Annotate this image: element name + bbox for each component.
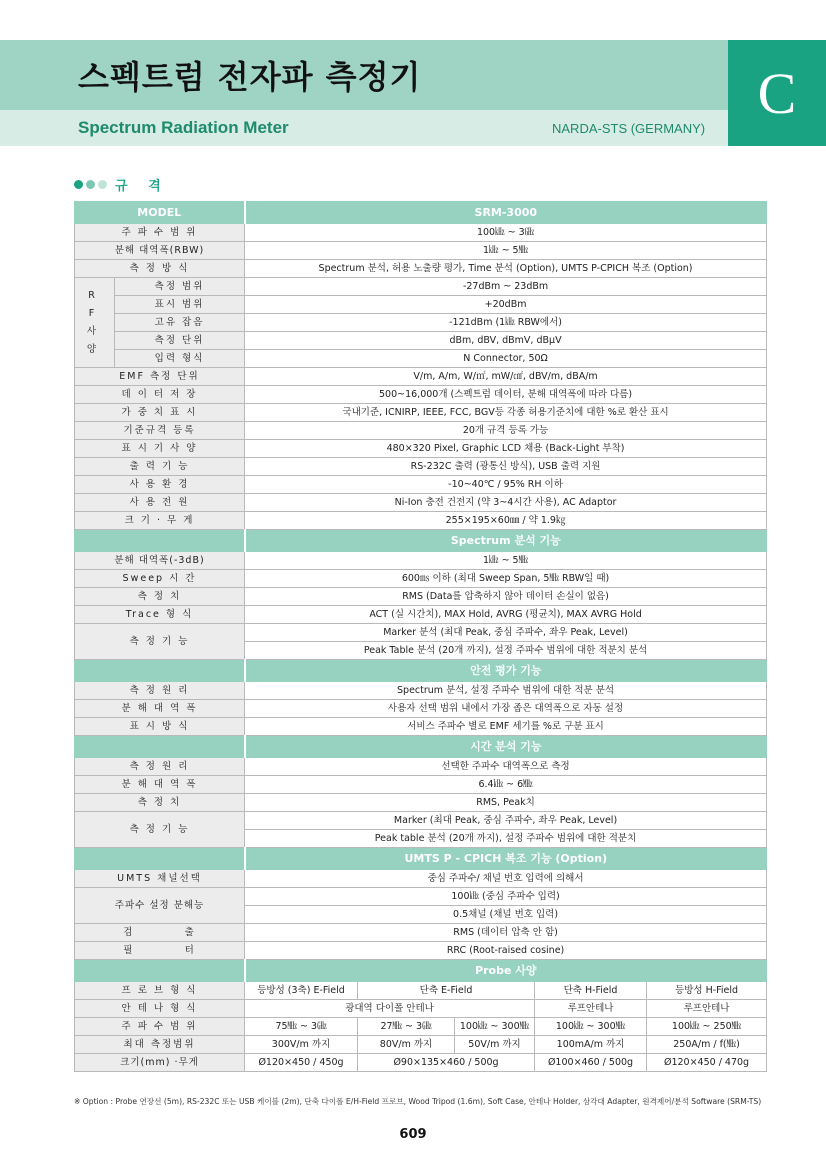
table-row xyxy=(75,776,767,794)
table-row xyxy=(75,888,767,906)
section-band xyxy=(75,736,767,758)
row-value: 중심 주파수/ 채널 번호 입력에 의해서 xyxy=(245,870,767,888)
table-row xyxy=(75,1054,767,1072)
category-letter-badge: C xyxy=(728,40,826,146)
table-row xyxy=(75,404,767,422)
band-title: Spectrum 분석 기능 xyxy=(245,530,767,552)
row-value: 500~16,000개 (스펙트럼 데이터, 분해 대역폭에 따라 다름) xyxy=(245,386,767,404)
model-label: MODEL xyxy=(75,202,245,224)
row-value: 600㎳ 이하 (최대 Sweep Span, 5㎒ RBW일 때) xyxy=(245,570,767,588)
row-value: 1㎑ ~ 5㎒ xyxy=(245,552,767,570)
row-label: 사 용 환 경 xyxy=(75,476,245,494)
section-title: 규 격 xyxy=(115,179,169,194)
table-row xyxy=(75,458,767,476)
page-title: 스펙트럼 전자파 측정기 xyxy=(78,58,422,96)
row-label: UMTS 채널선택 xyxy=(75,870,245,888)
row-label: 주파수 설정 분해능 xyxy=(75,888,245,924)
row-value: 6.4㎑ ~ 6㎒ xyxy=(245,776,767,794)
row-label: 출 력 기 능 xyxy=(75,458,245,476)
probe-cell: 루프안테나 xyxy=(535,1000,647,1018)
table-row xyxy=(75,260,767,278)
rf-group-label: R F 사 양 xyxy=(75,278,115,368)
row-value: Spectrum 분석, 설정 주파수 범위에 대한 적분 분석 xyxy=(245,682,767,700)
probe-cell: 100㎑ ~ 250㎒ xyxy=(647,1018,767,1036)
row-value: N Connector, 50Ω xyxy=(245,350,767,368)
table-row xyxy=(75,1000,767,1018)
row-label: 분 해 대 역 폭 xyxy=(75,776,245,794)
row-value: 100㎑ ~ 3㎓ xyxy=(245,224,767,242)
footnote: ※ Option : Probe 연장선 (5m), RS-232C 또는 USB 케이블 (2m), 단축 다이폴 E/H-Field 프로브, Wood Tripod (1.6m), Soft Case, 안테나 Holder, 삼각대 Adapter, 원격제어/분석 Software (SRM-TS) xyxy=(74,1097,762,1106)
table-row xyxy=(75,476,767,494)
probe-cell: 300V/m 까지 xyxy=(245,1036,358,1054)
table-row xyxy=(75,982,767,1000)
row-label: 입력 형식 xyxy=(115,350,245,368)
bullet-dot-icon xyxy=(74,180,83,189)
table-row xyxy=(75,700,767,718)
band-title: 안전 평가 기능 xyxy=(245,660,767,682)
table-row xyxy=(75,552,767,570)
probe-cell: 50V/m 까지 xyxy=(455,1036,535,1054)
bullet-dot-icon xyxy=(98,180,107,189)
row-value: -27dBm ~ 23dBm xyxy=(245,278,767,296)
bullet-dot-icon xyxy=(86,180,95,189)
table-row xyxy=(75,870,767,888)
page-number: 609 xyxy=(399,1127,427,1142)
row-label: 프 로 브 형 식 xyxy=(75,982,245,1000)
row-label: 분해 대역폭(-3dB) xyxy=(75,552,245,570)
row-value: 255×195×60㎜ / 약 1.9㎏ xyxy=(245,512,767,530)
section-band xyxy=(75,530,767,552)
probe-cell: 루프안테나 xyxy=(647,1000,767,1018)
section-band xyxy=(75,960,767,982)
probe-cell: 100㎑ ~ 300㎒ xyxy=(535,1018,647,1036)
row-value: -10~40℃ / 95% RH 이하 xyxy=(245,476,767,494)
table-row xyxy=(75,682,767,700)
table-row xyxy=(75,624,767,642)
table-row xyxy=(75,314,767,332)
row-value: RMS (데이터 압축 안 함) xyxy=(245,924,767,942)
row-label: 측 정 치 xyxy=(75,588,245,606)
table-row xyxy=(75,812,767,830)
model-value: SRM-3000 xyxy=(245,202,767,224)
table-row xyxy=(75,606,767,624)
row-label: 표시 범위 xyxy=(115,296,245,314)
table-row xyxy=(75,386,767,404)
row-label: 필 터 xyxy=(75,942,245,960)
band-title: UMTS P - CPICH 복조 기능 (Option) xyxy=(245,848,767,870)
row-value: 480×320 Pixel, Graphic LCD 채용 (Back-Light 부착) xyxy=(245,440,767,458)
row-label: 사 용 전 원 xyxy=(75,494,245,512)
row-label: 표 시 기 사 양 xyxy=(75,440,245,458)
row-value: Spectrum 분석, 허용 노출량 평가, Time 분석 (Option), UMTS P-CPICH 복조 (Option) xyxy=(245,260,767,278)
table-row xyxy=(75,494,767,512)
row-value: -121dBm (1㎑ RBW에서) xyxy=(245,314,767,332)
row-label: 주 파 수 범 위 xyxy=(75,1018,245,1036)
table-row xyxy=(75,440,767,458)
row-value: 국내기준, ICNIRP, IEEE, FCC, BGV등 각종 허용기준치에 대한 %로 환산 표시 xyxy=(245,404,767,422)
table-header-row xyxy=(75,202,767,224)
probe-cell: 등방성 (3축) E-Field xyxy=(245,982,358,1000)
table-row xyxy=(75,570,767,588)
row-value: 1㎑ ~ 5㎒ xyxy=(245,242,767,260)
row-value: 사용자 선택 범위 내에서 가장 좁은 대역폭으로 자동 설정 xyxy=(245,700,767,718)
row-label: Trace 형 식 xyxy=(75,606,245,624)
row-label: 표 시 방 식 xyxy=(75,718,245,736)
probe-cell: 27㎒ ~ 3㎓ xyxy=(358,1018,455,1036)
section-band xyxy=(75,660,767,682)
row-label: 측정 범위 xyxy=(115,278,245,296)
page-subtitle: Spectrum Radiation Meter xyxy=(78,118,289,137)
table-row xyxy=(75,224,767,242)
row-label: 분해 대역폭(RBW) xyxy=(75,242,245,260)
table-row xyxy=(75,942,767,960)
probe-cell: 80V/m 까지 xyxy=(358,1036,455,1054)
row-value: RMS (Data를 압축하지 않아 데이터 손실이 없음) xyxy=(245,588,767,606)
probe-cell: 단축 H-Field xyxy=(535,982,647,1000)
row-label: 측 정 치 xyxy=(75,794,245,812)
table-row xyxy=(75,296,767,314)
row-value: 20개 규격 등록 가능 xyxy=(245,422,767,440)
table-row xyxy=(75,924,767,942)
row-value: 선택한 주파수 대역폭으로 측정 xyxy=(245,758,767,776)
row-value: Marker (최대 Peak, 중심 주파수, 좌우 Peak, Level) xyxy=(245,812,767,830)
table-row xyxy=(75,332,767,350)
row-label: 가 중 치 표 시 xyxy=(75,404,245,422)
probe-cell: 100㎑ ~ 300㎒ xyxy=(455,1018,535,1036)
spec-table xyxy=(74,201,767,1072)
table-row xyxy=(75,368,767,386)
probe-cell: 250A/m / f(㎒) xyxy=(647,1036,767,1054)
table-row xyxy=(75,512,767,530)
row-value: ACT (실 시간치), MAX Hold, AVRG (평균치), MAX AVRG Hold xyxy=(245,606,767,624)
row-label: 측 정 기 능 xyxy=(75,812,245,848)
row-label: 측 정 기 능 xyxy=(75,624,245,660)
probe-cell: Ø90×135×460 / 500g xyxy=(358,1054,535,1072)
table-row xyxy=(75,718,767,736)
probe-cell: 100mA/m 까지 xyxy=(535,1036,647,1054)
row-value: RMS, Peak치 xyxy=(245,794,767,812)
row-label: EMF 측정 단위 xyxy=(75,368,245,386)
row-value: 서비스 주파수 별로 EMF 세기를 %로 구분 표시 xyxy=(245,718,767,736)
row-value: Marker 분석 (최대 Peak, 중심 주파수, 좌우 Peak, Level) xyxy=(245,624,767,642)
row-value: dBm, dBV, dBmV, dBμV xyxy=(245,332,767,350)
probe-cell: 광대역 다이폴 안테나 xyxy=(245,1000,535,1018)
row-value: +20dBm xyxy=(245,296,767,314)
section-heading xyxy=(74,175,169,194)
row-value: Peak Table 분석 (20개 까지), 설정 주파수 범위에 대한 적분치 분석 xyxy=(245,642,767,660)
table-row xyxy=(75,278,767,296)
row-label: 크기(mm) ·무게 xyxy=(75,1054,245,1072)
row-label: 안 테 나 형 식 xyxy=(75,1000,245,1018)
row-label: Sweep 시 간 xyxy=(75,570,245,588)
probe-cell: 등방성 H-Field xyxy=(647,982,767,1000)
table-row xyxy=(75,794,767,812)
table-row xyxy=(75,242,767,260)
row-label: 측 정 원 리 xyxy=(75,758,245,776)
band-title: 시간 분석 기능 xyxy=(245,736,767,758)
row-label: 측정 단위 xyxy=(115,332,245,350)
row-value: RRC (Root-raised cosine) xyxy=(245,942,767,960)
row-label: 주 파 수 범 위 xyxy=(75,224,245,242)
table-row xyxy=(75,350,767,368)
row-label: 크 기 · 무 게 xyxy=(75,512,245,530)
row-label: 측 정 원 리 xyxy=(75,682,245,700)
row-label: 측 정 방 식 xyxy=(75,260,245,278)
section-band xyxy=(75,848,767,870)
row-value: Peak table 분석 (20개 까지), 설정 주파수 범위에 대한 적분치 xyxy=(245,830,767,848)
probe-cell: Ø120×450 / 470g xyxy=(647,1054,767,1072)
probe-cell: Ø100×460 / 500g xyxy=(535,1054,647,1072)
row-label: 검 출 xyxy=(75,924,245,942)
row-value: RS-232C 출력 (광통신 방식), USB 출력 지원 xyxy=(245,458,767,476)
band-title: Probe 사양 xyxy=(245,960,767,982)
probe-cell: 75㎒ ~ 3㎓ xyxy=(245,1018,358,1036)
row-value: 0.5채널 (채널 번호 입력) xyxy=(245,906,767,924)
probe-cell: Ø120×450 / 450g xyxy=(245,1054,358,1072)
row-value: Ni-Ion 충전 건전지 (약 3~4시간 사용), AC Adaptor xyxy=(245,494,767,512)
table-row xyxy=(75,422,767,440)
table-row xyxy=(75,1036,767,1054)
row-value: 100㎑ (중심 주파수 입력) xyxy=(245,888,767,906)
row-label: 분 해 대 역 폭 xyxy=(75,700,245,718)
table-row xyxy=(75,588,767,606)
row-label: 기준규격 등록 xyxy=(75,422,245,440)
table-row xyxy=(75,1018,767,1036)
row-label: 최대 측정범위 xyxy=(75,1036,245,1054)
manufacturer: NARDA-STS (GERMANY) xyxy=(552,121,706,136)
table-row xyxy=(75,758,767,776)
row-value: V/m, A/m, W/㎡, mW/㎠, dBV/m, dBA/m xyxy=(245,368,767,386)
row-label: 데 이 터 저 장 xyxy=(75,386,245,404)
row-label: 고유 잡음 xyxy=(115,314,245,332)
probe-cell: 단축 E-Field xyxy=(358,982,535,1000)
